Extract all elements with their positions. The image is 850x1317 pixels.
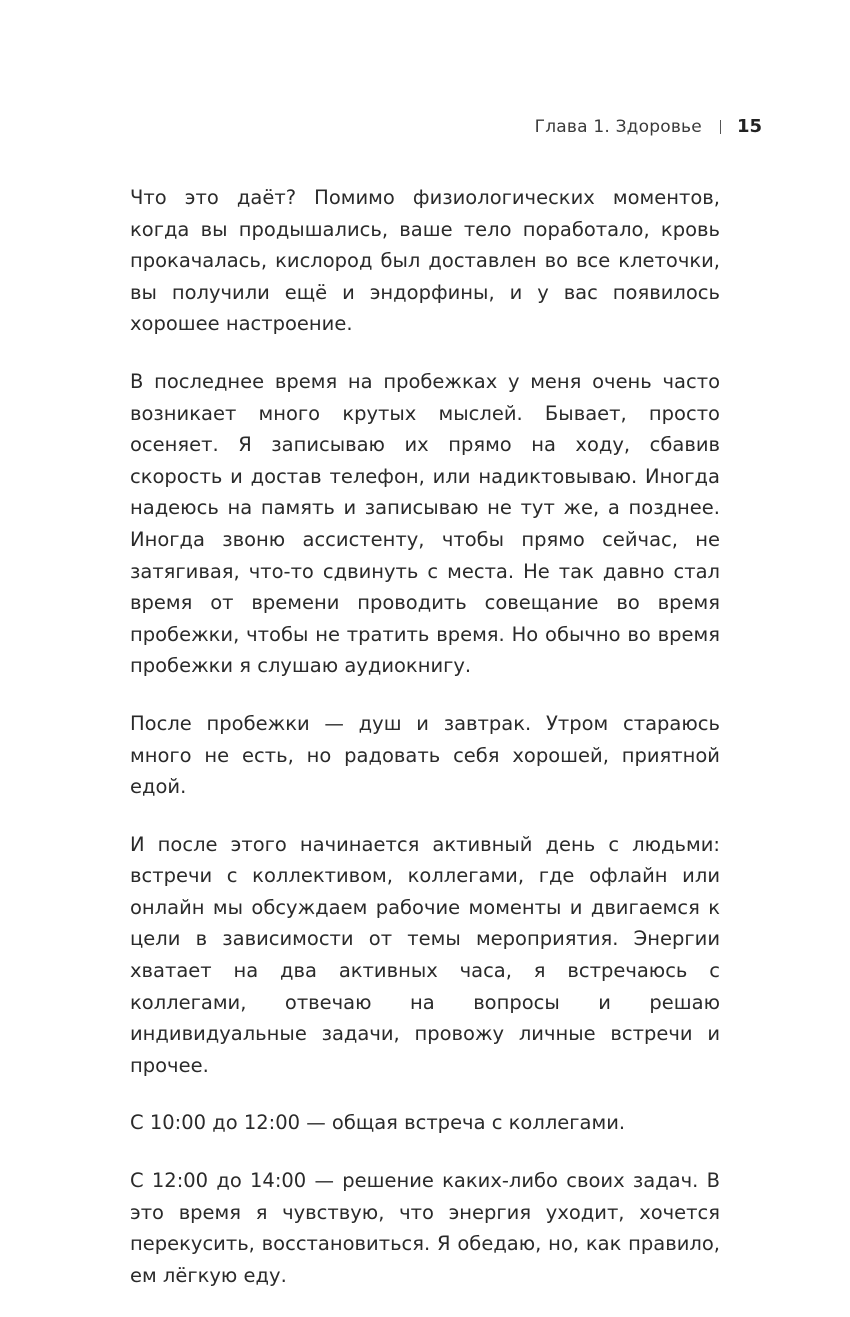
chapter-title: Глава 1. Здоровье xyxy=(534,116,702,137)
paragraph: В последнее время на пробежках у меня очень часто возникает много крутых мыслей. Бывает, просто осеняет. Я записываю их прямо на ходу, сбавив скорость и достав телефон, или надиктовываю. Иногда надеюсь на память и записываю не тут же, а позднее. Иногда звоню ассистенту, чтобы прямо сейчас, не затягивая, что-то сдвинуть с места. Не так давно стал время от времени проводить совещание во время пробежки, чтобы не тратить время. Но обычно во время пробежки я слушаю аудиокнигу. xyxy=(130,369,720,678)
paragraph: Что это даёт? Помимо физиологических моментов, когда вы продышались, ваше тело поработало, кровь прокачалась, кислород был доставлен во все клеточки, вы получили ещё и эндорфины, и у вас появилось хорошее настроение. xyxy=(130,186,720,336)
body-text xyxy=(130,182,720,1317)
running-head xyxy=(535,116,762,137)
paragraph: С 12:00 до 14:00 — решение каких-либо своих задач. В это время я чувствую, что энергия уходит, хочется перекусить, восстановиться. Я обедаю, но, как правило, ем лёгкую еду. xyxy=(130,1169,720,1287)
paragraph: И после этого начинается активный день с людьми: встречи с коллективом, коллегами, где офлайн или онлайн мы обсуждаем рабочие моменты и двигаемся к цели в зависимости от темы мероприятия. Энергии хватает на два активных часа, я встречаюсь с коллегами, отвечаю на вопросы и решаю индивидуальные задачи, провожу личные встречи и прочее. xyxy=(130,832,720,1077)
paragraph: С 10:00 до 12:00 — общая встреча с коллегами. xyxy=(130,1111,626,1135)
paragraph: После пробежки — душ и завтрак. Утром стараюсь много не есть, но радовать себя хорошей, приятной едой. xyxy=(130,711,720,799)
page-number: 15 xyxy=(736,116,762,137)
header-divider xyxy=(720,120,721,134)
